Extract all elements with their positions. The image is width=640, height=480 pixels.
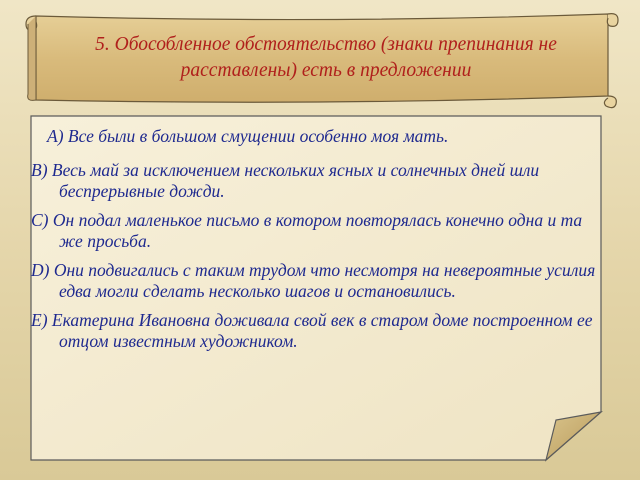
title-scroll [22, 10, 620, 110]
option-c[interactable]: С) Он подал маленькое письмо в котором повторялась конечно одна и та же просьба. [31, 209, 583, 251]
option-a[interactable]: А) Все были в большом смущении особенно моя мать. [47, 126, 449, 146]
option-b[interactable]: В) Весь май за исключением нескольких ясных и солнечных дней шли беспрерывные дожди. [31, 159, 540, 201]
option-e[interactable]: Е) Екатерина Ивановна доживала свой век в старом доме построенном ее отцом известным художником. [31, 309, 593, 351]
question-title: 5. Обособленное обстоятельство (знаки препинания не расставлены) есть в предложении [95, 34, 557, 81]
option-d[interactable]: D) Они подвигались с таким трудом что несмотря на невероятные усилия едва могли сделать несколько шагов и остановились. [31, 259, 596, 301]
answer-options [31, 120, 596, 360]
